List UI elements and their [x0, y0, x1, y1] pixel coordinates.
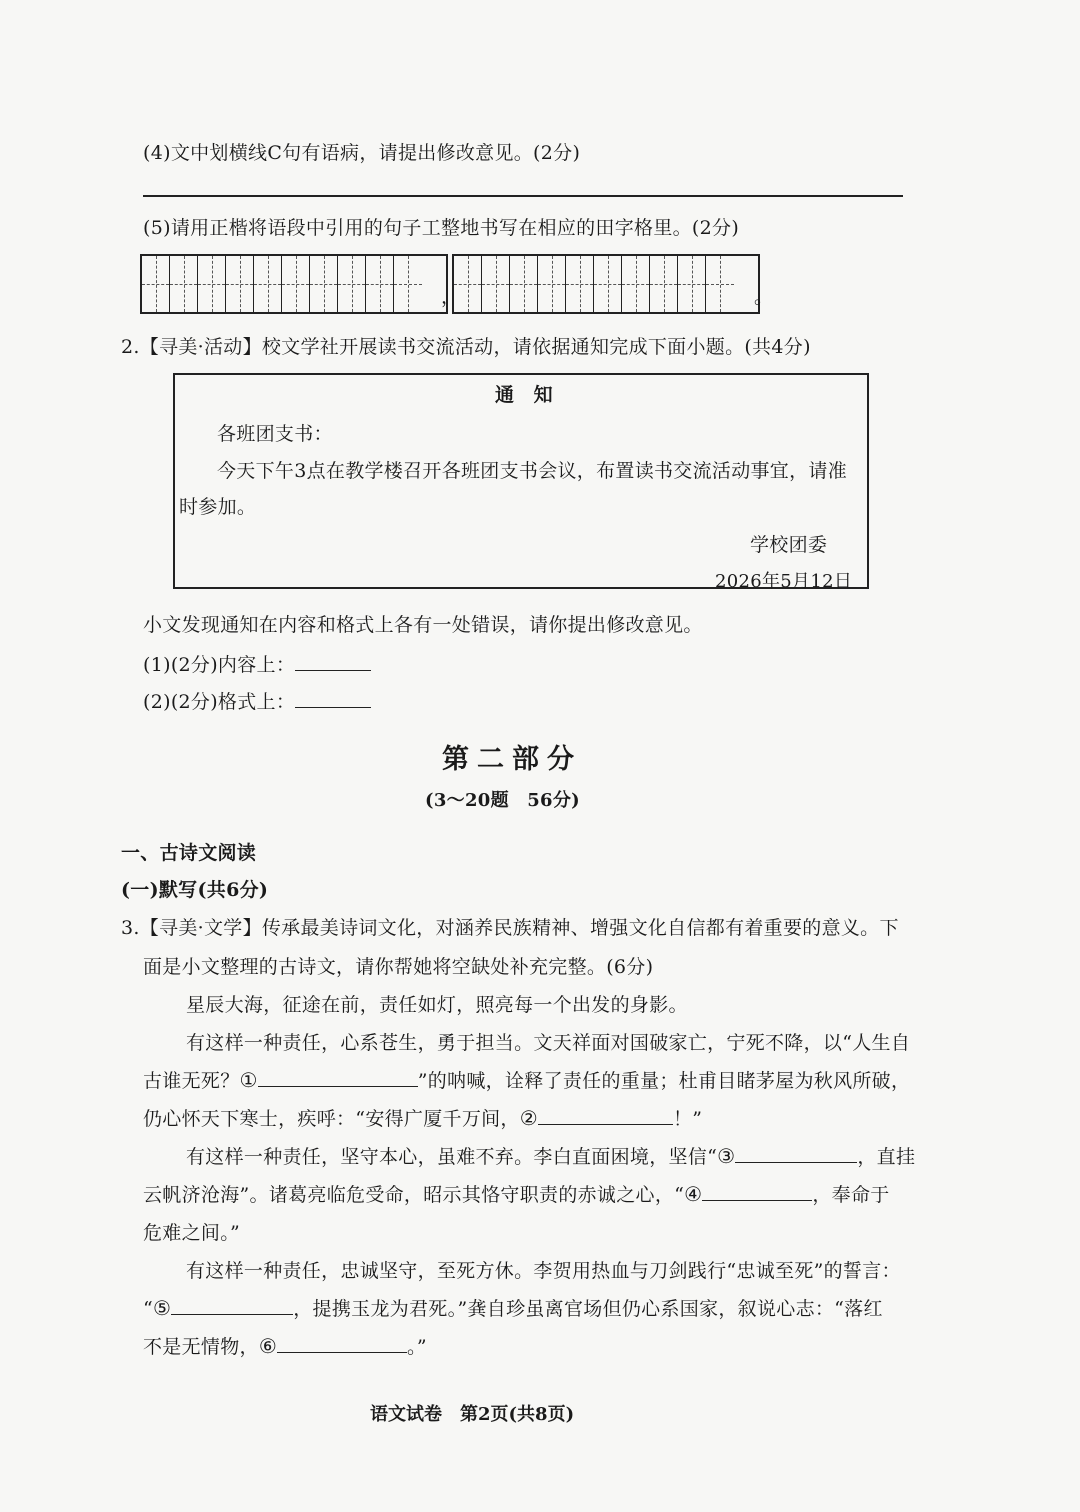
text-run: “ — [143, 1298, 154, 1320]
grid-cell[interactable] — [310, 256, 338, 312]
q2-sub1 — [143, 650, 371, 677]
text-run: ，奉命于 — [812, 1184, 890, 1206]
grid-cell[interactable] — [254, 256, 282, 312]
blank-marker-2: ② — [519, 1106, 538, 1130]
part2-title: 第二部分 — [442, 744, 582, 775]
grid-cell[interactable] — [142, 256, 170, 312]
tianzi-grid-first[interactable] — [140, 254, 448, 314]
q2-sub2-blank[interactable] — [295, 689, 371, 708]
grid-cell[interactable] — [170, 256, 198, 312]
q3-p3-l2 — [143, 1180, 890, 1207]
grid-cell[interactable] — [338, 256, 366, 312]
q2-sub1-label: (1)(2分)内容上： — [143, 654, 296, 676]
page-footer: 语文试卷 第2页(共8页) — [370, 1404, 575, 1425]
blank-marker-6: ⑥ — [258, 1334, 278, 1358]
text-run: 有这样一种责任，坚守本心，虽难不弃。李白直面困境，坚信“ — [186, 1146, 718, 1168]
grid-cell[interactable] — [198, 256, 226, 312]
grid-period: 。 — [754, 286, 774, 308]
grid-cell[interactable] — [706, 256, 734, 312]
q3-line1: 3.【寻美·文学】传承最美诗词文化，对涵养民族精神、增强文化自信都有着重要的意义。下 — [121, 917, 899, 939]
q3-p2-l2 — [143, 1066, 910, 1093]
section1-heading: 一、古诗文阅读 — [121, 842, 257, 864]
grid-cell[interactable] — [566, 256, 594, 312]
notice-body-line1: 今天下午3点在教学楼召开各班团支书会议，布置读书交流活动事宜，请准 — [217, 460, 847, 482]
grid-cell[interactable] — [594, 256, 622, 312]
grid-comma: ， — [441, 286, 461, 308]
q3-p2-l3 — [143, 1104, 702, 1131]
answer-blank-4[interactable] — [702, 1182, 812, 1201]
grid-cell[interactable] — [538, 256, 566, 312]
section1-sub: (一)默写(共6分) — [121, 879, 269, 901]
text-run: ，提携玉龙为君死。”龚自珍虽离官场但仍心系国家，叙说心志：“落红 — [293, 1298, 883, 1320]
text-run: ！” — [672, 1108, 703, 1130]
q2-sub2 — [143, 687, 371, 714]
answer-blank-6[interactable] — [277, 1334, 407, 1353]
q3-p3-l3: 危难之间。” — [143, 1222, 241, 1244]
text-run: 古谁无死？ — [143, 1070, 240, 1092]
q2-prompt: 小文发现通知在内容和格式上各有一处错误，请你提出修改意见。 — [143, 614, 703, 636]
blank-marker-1: ① — [239, 1068, 258, 1092]
answer-blank-5[interactable] — [171, 1296, 293, 1315]
grid-cell[interactable] — [394, 256, 422, 312]
q2-sub1-blank[interactable] — [295, 652, 371, 671]
text-run: ”的呐喊，诠释了责任的重量；杜甫目睹茅屋为秋风所破， — [417, 1070, 911, 1092]
q3-p3-l1 — [186, 1142, 915, 1169]
grid-cell[interactable] — [678, 256, 706, 312]
blank-marker-5: ⑤ — [153, 1296, 172, 1320]
grid-cell[interactable] — [366, 256, 394, 312]
q3-p1: 星辰大海，征途在前，责任如灯，照亮每一个出发的身影。 — [186, 994, 688, 1016]
q1-part4-text: (4)文中划横线C句有语病，请提出修改意见。(2分) — [143, 142, 581, 164]
grid-cell[interactable] — [226, 256, 254, 312]
grid-cell[interactable] — [510, 256, 538, 312]
notice-salutation: 各班团支书： — [217, 423, 333, 445]
q1-part4-answer-line[interactable] — [143, 195, 903, 197]
grid-cell[interactable] — [650, 256, 678, 312]
notice-heading: 通 知 — [495, 384, 553, 406]
q2-sub2-label: (2)(2分)格式上： — [143, 691, 296, 713]
q3-p4-l2 — [143, 1294, 883, 1321]
notice-body-line2: 时参加。 — [179, 496, 257, 518]
answer-blank-2[interactable] — [538, 1106, 673, 1125]
notice-date: 2026年5月12日 — [715, 571, 853, 592]
q3-p2-l1: 有这样一种责任，心系苍生，勇于担当。文天祥面对国破家亡，宁死不降，以“人生自 — [186, 1032, 911, 1054]
q1-part5-text: (5)请用正楷将语段中引用的句子工整地书写在相应的田字格里。(2分) — [143, 217, 740, 239]
text-run: 不是无情物， — [143, 1336, 259, 1358]
text-run: ，直挂 — [857, 1146, 916, 1168]
tianzi-grid-second[interactable] — [452, 254, 760, 314]
grid-cell[interactable] — [482, 256, 510, 312]
grid-cell[interactable] — [622, 256, 650, 312]
blank-marker-4: ④ — [684, 1182, 703, 1206]
grid-cell[interactable] — [282, 256, 310, 312]
q3-p4-l3 — [143, 1332, 427, 1359]
text-run: 仍心怀天下寒士，疾呼：“安得广厦千万间， — [143, 1108, 520, 1130]
blank-marker-3: ③ — [717, 1144, 736, 1168]
q3-p4-l1: 有这样一种责任，忠诚坚守，至死方休。李贺用热血与刀剑践行“忠诚至死”的誓言： — [186, 1260, 901, 1282]
part2-subtitle: (3～20题 56分) — [425, 790, 580, 811]
text-run: 。” — [407, 1336, 427, 1358]
text-run: 云帆济沧海”。诸葛亮临危受命，昭示其恪守职责的赤诚之心，“ — [143, 1184, 685, 1206]
notice-signature: 学校团委 — [750, 534, 828, 556]
answer-blank-3[interactable] — [735, 1144, 857, 1163]
q2-title: 2.【寻美·活动】校文学社开展读书交流活动，请依据通知完成下面小题。(共4分) — [121, 336, 811, 358]
notice-box — [173, 373, 869, 592]
q3-line2: 面是小文整理的古诗文，请你帮她将空缺处补充完整。(6分) — [143, 956, 654, 978]
answer-blank-1[interactable] — [258, 1068, 418, 1087]
grid-cell[interactable] — [454, 256, 482, 312]
